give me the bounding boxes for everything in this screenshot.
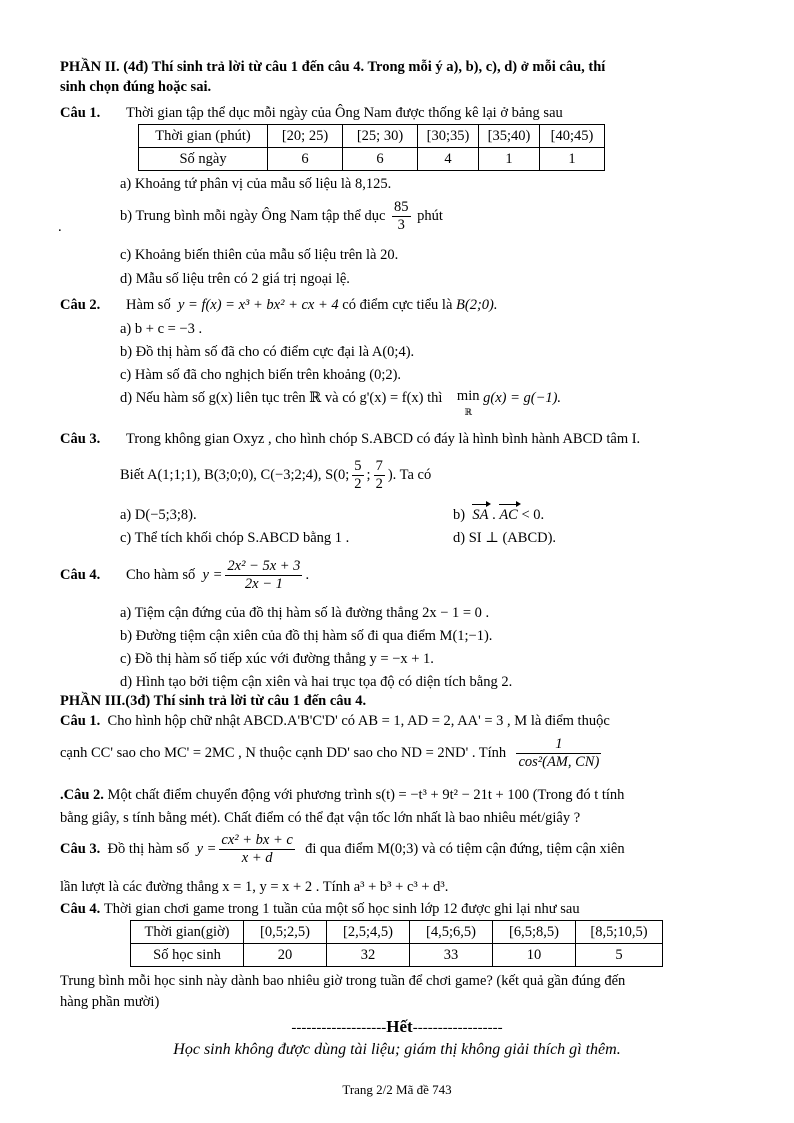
question-label: .Câu 2. <box>60 787 104 803</box>
table-row: Thời gian(giờ) [0,5;2,5) [2,5;4,5) [4,5;6,5) [6,5;8,5) [8,5;10,5) <box>131 921 663 944</box>
p2-q1-option-b: b) Trung bình mỗi ngày Ông Nam tập thể dục $\frac{85}{3}$ phút <box>120 199 443 233</box>
question-label: Câu 2. <box>60 297 101 313</box>
end-marker: -------------------Hết------------------ <box>291 1017 503 1036</box>
table-row: Số học sinh 20 32 33 10 5 <box>131 944 663 967</box>
p2-q1-option-c: c) Khoảng biến thiên của mẫu số liệu trên là 20. <box>120 247 399 263</box>
p2-q1-stem: Câu 1. Thời gian tập thể dục mỗi ngày của Ông Nam được thống kê lại ở bảng sau <box>60 105 563 121</box>
p3-q2-line1: .Câu 2. Một chất điểm chuyển động với phương trình s(t) = −t³ + 9t² − 21t + 100 (Trong đó t tính <box>60 787 625 803</box>
p2-q3-given: Biết A(1;1;1), B(3;0;0), C(−3;2;4), S(0; $\frac{5}{2}$ ; $\frac{7}{2}$ ). Ta có <box>120 458 432 492</box>
p3-q2-line2: bằng giây, s tính bằng mét). Chất điểm có thể đạt vận tốc lớn nhất là bao nhiêu mét/giây ? <box>60 810 581 826</box>
p2-q1-option-d: d) Mẫu số liệu trên có 2 giá trị ngoại lệ. <box>120 271 350 287</box>
p2-q4-option-d: d) Hình tạo bởi tiệm cận xiên và hai trục tọa độ có diện tích bằng 2. <box>120 674 513 690</box>
p2-q2-option-a: a) b + c = −3 . <box>120 321 203 337</box>
p3-q4-table <box>130 920 663 967</box>
p3-q1-line2: cạnh CC' sao cho MC' = 2MC , N thuộc cạnh DD' sao cho ND = 2ND' . Tính $\frac{1}{\text{cos²(AM, CN)}}$ <box>60 736 600 770</box>
part2-heading: PHẦN II. (4đ) Thí sinh trả lời từ câu 1 đến câu 4. Trong mỗi ý a), b), c), d) ở mỗi câu, thí <box>60 59 606 75</box>
fraction: $\frac{\text{2x² − 5x + 3}}{2x - 1}$ <box>227 558 301 592</box>
fraction: $\frac{\text{cx² + bx + c}}{x + d}$ <box>221 832 293 866</box>
p3-q3-line1: Câu 3. Đồ thị hàm số y = $\frac{\text{cx² + bx + c}}{x + d}$ đi qua điểm M(0;3) và có tiệm cận đứng, tiệm cận xiên <box>60 832 625 866</box>
question-label: Câu 3. <box>60 841 101 858</box>
table-row: Số ngày 6 6 4 1 1 <box>139 148 605 171</box>
footer-note: Học sinh không được dùng tài liệu; giám thị không giải thích gì thêm. <box>173 1041 621 1058</box>
p3-q1-line1: Câu 1. Cho hình hộp chữ nhật ABCD.A'B'C'D' có AB = 1, AD = 2, AA' = 3 , M là điểm thuộc <box>60 713 610 729</box>
fraction: $\frac{1}{\text{cos²(AM, CN)}}$ <box>518 736 600 770</box>
question-label: Câu 4. <box>60 567 101 584</box>
p2-q4-stem: Câu 4. Cho hàm số y = $\frac{\text{2x² − 5x + 3}}{2x - 1}$ . <box>60 558 310 592</box>
p2-q1-option-a: a) Khoảng tứ phân vị của mẫu số liệu là 8,125. <box>120 176 392 192</box>
p2-q4-option-b: b) Đường tiệm cận xiên của đồ thị hàm số đi qua điểm M(1;−1). <box>120 628 493 644</box>
p2-q4-option-a: a) Tiệm cận đứng của đồ thị hàm số là đường thẳng 2x − 1 = 0 . <box>120 605 490 621</box>
part2-heading-cont: sinh chọn đúng hoặc sai. <box>60 79 212 95</box>
p2-q1-table <box>138 124 605 171</box>
p3-q4-line1: Trung bình mỗi học sinh này dành bao nhiêu giờ trong tuần để chơi game? (kết quả gần đúng đến <box>60 973 626 989</box>
table-row: Thời gian (phút) [20; 25) [25; 30) [30;35) [35;40) [40;45) <box>139 125 605 148</box>
p2-q2-option-c: c) Hàm số đã cho nghịch biến trên khoảng (0;2). <box>120 367 402 383</box>
p2-q2-stem: Câu 2. Hàm số y = f(x) = x³ + bx² + cx + 4 có điểm cực tiểu là B(2;0). <box>60 297 498 313</box>
p2-q2-option-d: d) Nếu hàm số g(x) liên tục trên ℝ và có g'(x) = f(x) thì min ℝ g(x) = g(−1). <box>120 388 562 417</box>
p2-q4-option-c: c) Đồ thị hàm số tiếp xúc với đường thẳng y = −x + 1. <box>120 651 434 667</box>
p2-q3-option-d: d) SI ⊥ (ABCD). <box>453 530 557 546</box>
p2-q3-option-b: b) SA . AC < 0. <box>453 507 545 523</box>
question-label: Câu 1. <box>60 105 101 121</box>
question-label: Câu 4. <box>60 901 101 917</box>
p2-q2-option-b: b) Đồ thị hàm số đã cho có điểm cực đại là A(0;4). <box>120 344 415 360</box>
p3-q4-line2: hàng phần mười) <box>60 994 160 1010</box>
p2-q3-option-a: a) D(−5;3;8). <box>120 507 197 523</box>
p3-q3-line2: lần lượt là các đường thẳng x = 1, y = x + 2 . Tính a³ + b³ + c³ + d³. <box>60 879 449 895</box>
stray-dot: . <box>58 219 62 235</box>
question-label: Câu 1. <box>60 713 101 729</box>
part3-heading: PHẦN III.(3đ) Thí sinh trả lời từ câu 1 đến câu 4. <box>60 693 367 709</box>
p3-q4-stem: Câu 4. Thời gian chơi game trong 1 tuần của một số học sinh lớp 12 được ghi lại như sau <box>60 901 580 917</box>
page-number: Trang 2/2 Mã đề 743 <box>342 1082 452 1097</box>
question-label: Câu 3. <box>60 431 101 447</box>
p2-q3-stem: Câu 3. Trong không gian Oxyz , cho hình chóp S.ABCD có đáy là hình bình hành ABCD tâm I. <box>60 431 641 447</box>
fraction: $\frac{85}{3}$ <box>394 199 409 233</box>
p2-q3-option-c: c) Thể tích khối chóp S.ABCD bằng 1 . <box>120 530 350 546</box>
